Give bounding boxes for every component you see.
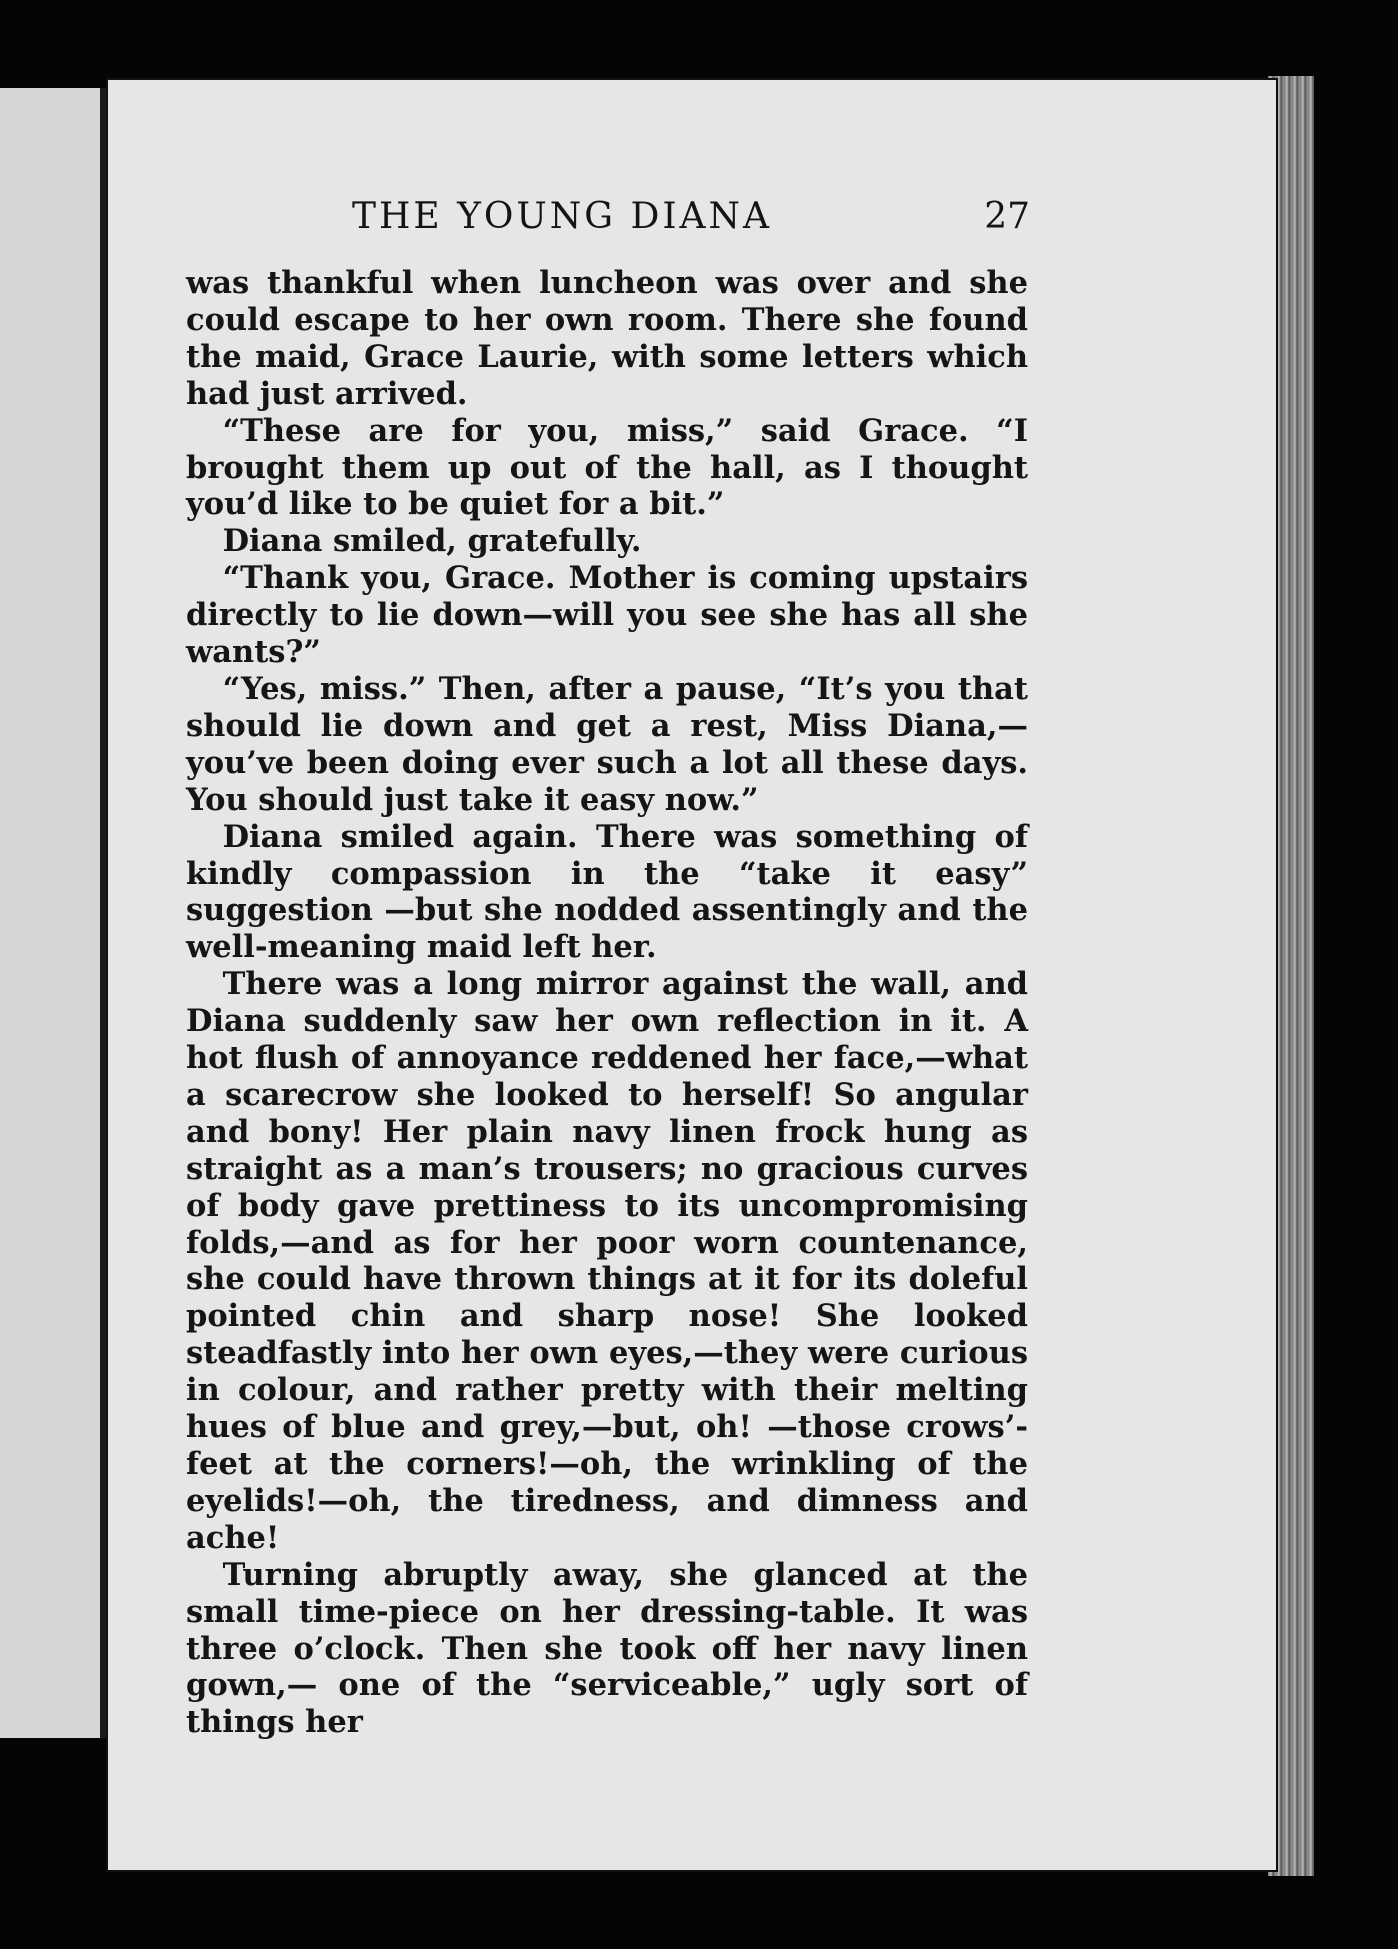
paragraph: Turning abruptly away, she glanced at the small time-piece on her dressing-table. It was three o’clock. Then she took off her navy linen gown,— one of the “serviceable,” ugly sort of things her	[186, 1556, 1028, 1741]
paragraph: was thankful when luncheon was over and she could escape to her own room. There she found the maid, Grace Laurie, with some letters which had just arrived.	[186, 265, 1028, 412]
paragraph: Diana smiled again. There was something of kindly compassion in the “take it easy” suggestion —but she nodded assentingly and the well-meaning maid left her.	[186, 818, 1028, 966]
facing-page-edge	[0, 88, 110, 1738]
paragraph: “Thank you, Grace. Mother is coming upstairs directly to lie down—will you see she has all she wants?”	[186, 560, 1028, 671]
page-number: 27	[984, 196, 1030, 237]
body-text	[186, 265, 1028, 1741]
running-head: THE YOUNG DIANA	[352, 196, 773, 237]
paragraph: Diana smiled, gratefully.	[222, 523, 642, 560]
paragraph: “Yes, miss.” Then, after a pause, “It’s you that should lie down and get a rest, Miss Diana,—you’ve been doing ever such a lot all these days. You should just take it easy now.”	[186, 670, 1028, 818]
paragraph: There was a long mirror against the wall, and Diana suddenly saw her own reflection in it. A hot flush of annoyance reddened her face,—what a scarecrow she looked to herself! So angular and bony! Her plain navy linen frock hung as straight as a man’s trousers; no gracious curves of body gave prettiness to its uncompromising folds,—and as for her poor worn countenance, she could have thrown things at it for its doleful pointed chin and sharp nose! She looked steadfastly into her own eyes,—they were curious in colour, and rather pretty with their melting hues of blue and grey,—but, oh! —those crows’-feet at the corners!—oh, the wrinkling of the eyelids!—oh, the tiredness, and dimness and ache!	[186, 966, 1028, 1556]
page-header	[244, 196, 1030, 246]
paragraph: “These are for you, miss,” said Grace. “I brought them up out of the hall, as I thought you’d like to be quiet for a bit.”	[186, 412, 1028, 523]
